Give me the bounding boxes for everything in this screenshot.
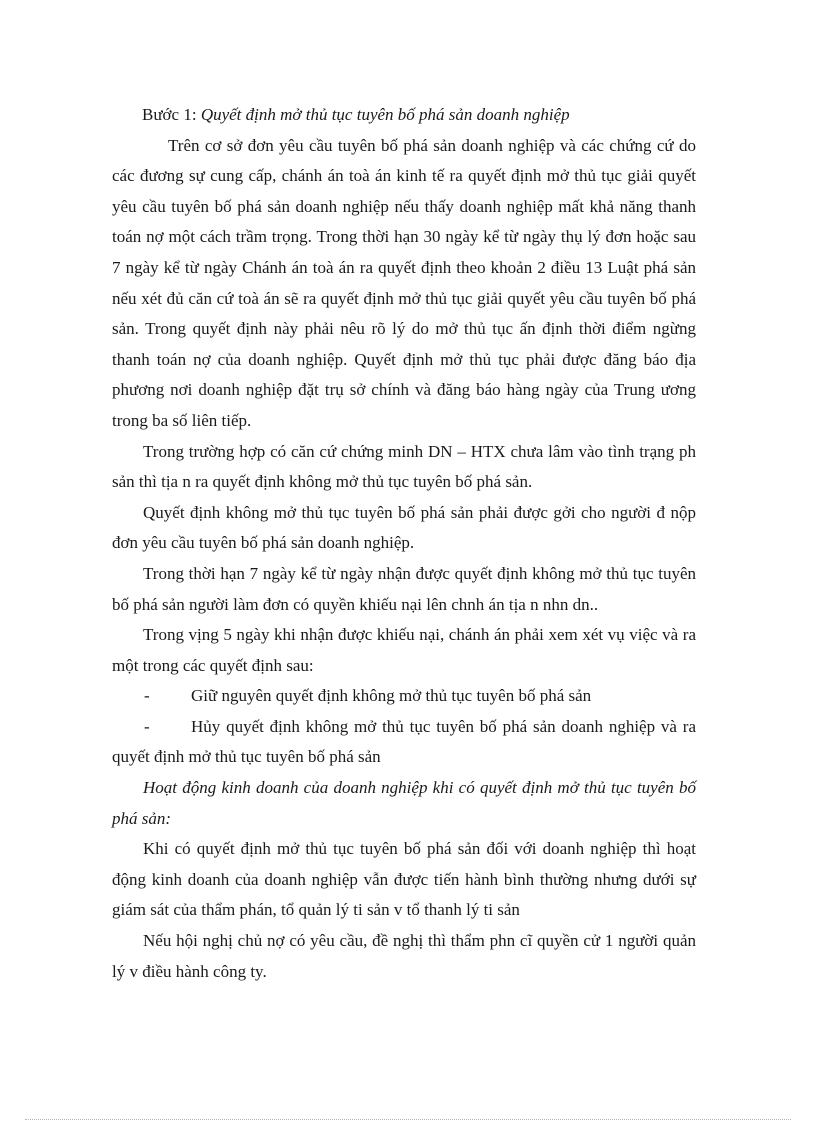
- paragraph-4: Trong thời hạn 7 ngày kể từ ngày nhận được quyết định không mở thủ tục tuyên bố phá sản người làm đơn có quyền khiếu nại lên chnh án tịa n nhn dn..: [112, 563, 696, 614]
- paragraph-3: Quyết định không mở thủ tục tuyên bố phá sản phải được gởi cho người đ nộp đơn yêu cầu tuyên bố phá sản doanh nghiệp.: [112, 502, 696, 553]
- paragraph-7: Nếu hội nghị chủ nợ có yêu cầu, đề nghị thì thẩm phn cĩ quyền cử 1 người quản lý v điều hành công ty.: [112, 931, 696, 981]
- step-label: Bước 1:: [142, 105, 201, 124]
- bullet-dash: -: [144, 686, 150, 706]
- bullet-text: Hủy quyết định không mở thủ tục tuyên bố phá sản doanh nghiệp và ra quyết định mở thủ tục tuyên bố phá sản: [112, 716, 696, 767]
- step-title: Quyết định mở thủ tục tuyên bố phá sản doanh nghiệp: [200, 105, 570, 124]
- bullet-dash: -: [144, 716, 150, 736]
- paragraph-6: Khi có quyết định mở thủ tục tuyên bố phá sản đối với doanh nghiệp thì hoạt động kinh doanh của doanh nghiệp vẫn được tiến hành bình thường nhưng dưới sự giám sát của thẩm phán, tổ quản lý ti sản v tổ thanh lý ti sản: [112, 839, 696, 920]
- document-body: [112, 100, 696, 987]
- paragraph-1: Trên cơ sở đơn yêu cầu tuyên bố phá sản doanh nghiệp và các chứng cứ do các đương sự cung cấp, chánh án toà án kinh tế ra quyết định mở thủ tục giải quyết yêu cầu tuyên bố phá sản doanh nghiệp nếu thấy doanh nghiệp mất khả năng thanh toán nợ một cách trầm trọng. Trong thời hạn 30 ngày kể từ ngày thụ lý đơn hoặc sau 7 ngày kể từ ngày Chánh án toà án ra quyết định theo khoản 2 điều 13 Luật phá sản nếu xét đủ căn cứ toà án sẽ ra quyết định mở thủ tục giải quyết yêu cầu tuyên bố phá sản. Trong quyết định này phải nêu rõ lý do mở thủ tục ấn định thời điểm ngừng thanh toán nợ của doanh nghiệp. Quyết định mở thủ tục phải được đăng báo địa phương nơi doanh nghiệp đặt trụ sở chính và đăng báo hàng ngày của Trung ương trong ba số liên tiếp.: [112, 135, 696, 430]
- page-bottom-divider: [25, 1119, 791, 1120]
- bullet-item-1: [112, 681, 696, 712]
- step-heading: [112, 100, 696, 131]
- paragraph-2: Trong trường hợp có căn cứ chứng minh DN – HTX chưa lâm vào tình trạng ph sản thì tịa n ra quyết định không mở thủ tục tuyên bố phá sản.: [112, 441, 696, 492]
- paragraph-5: Trong vịng 5 ngày khi nhận được khiếu nại, chánh án phải xem xét vụ việc và ra một trong các quyết định sau:: [112, 625, 696, 675]
- section-subheading: Hoạt động kinh doanh của doanh nghiệp khi có quyết định mở thủ tục tuyên bố phá sản:: [112, 778, 696, 828]
- bullet-item-2: [112, 712, 696, 773]
- bullet-text: Giữ nguyên quyết định không mở thủ tục tuyên bố phá sản: [191, 686, 592, 706]
